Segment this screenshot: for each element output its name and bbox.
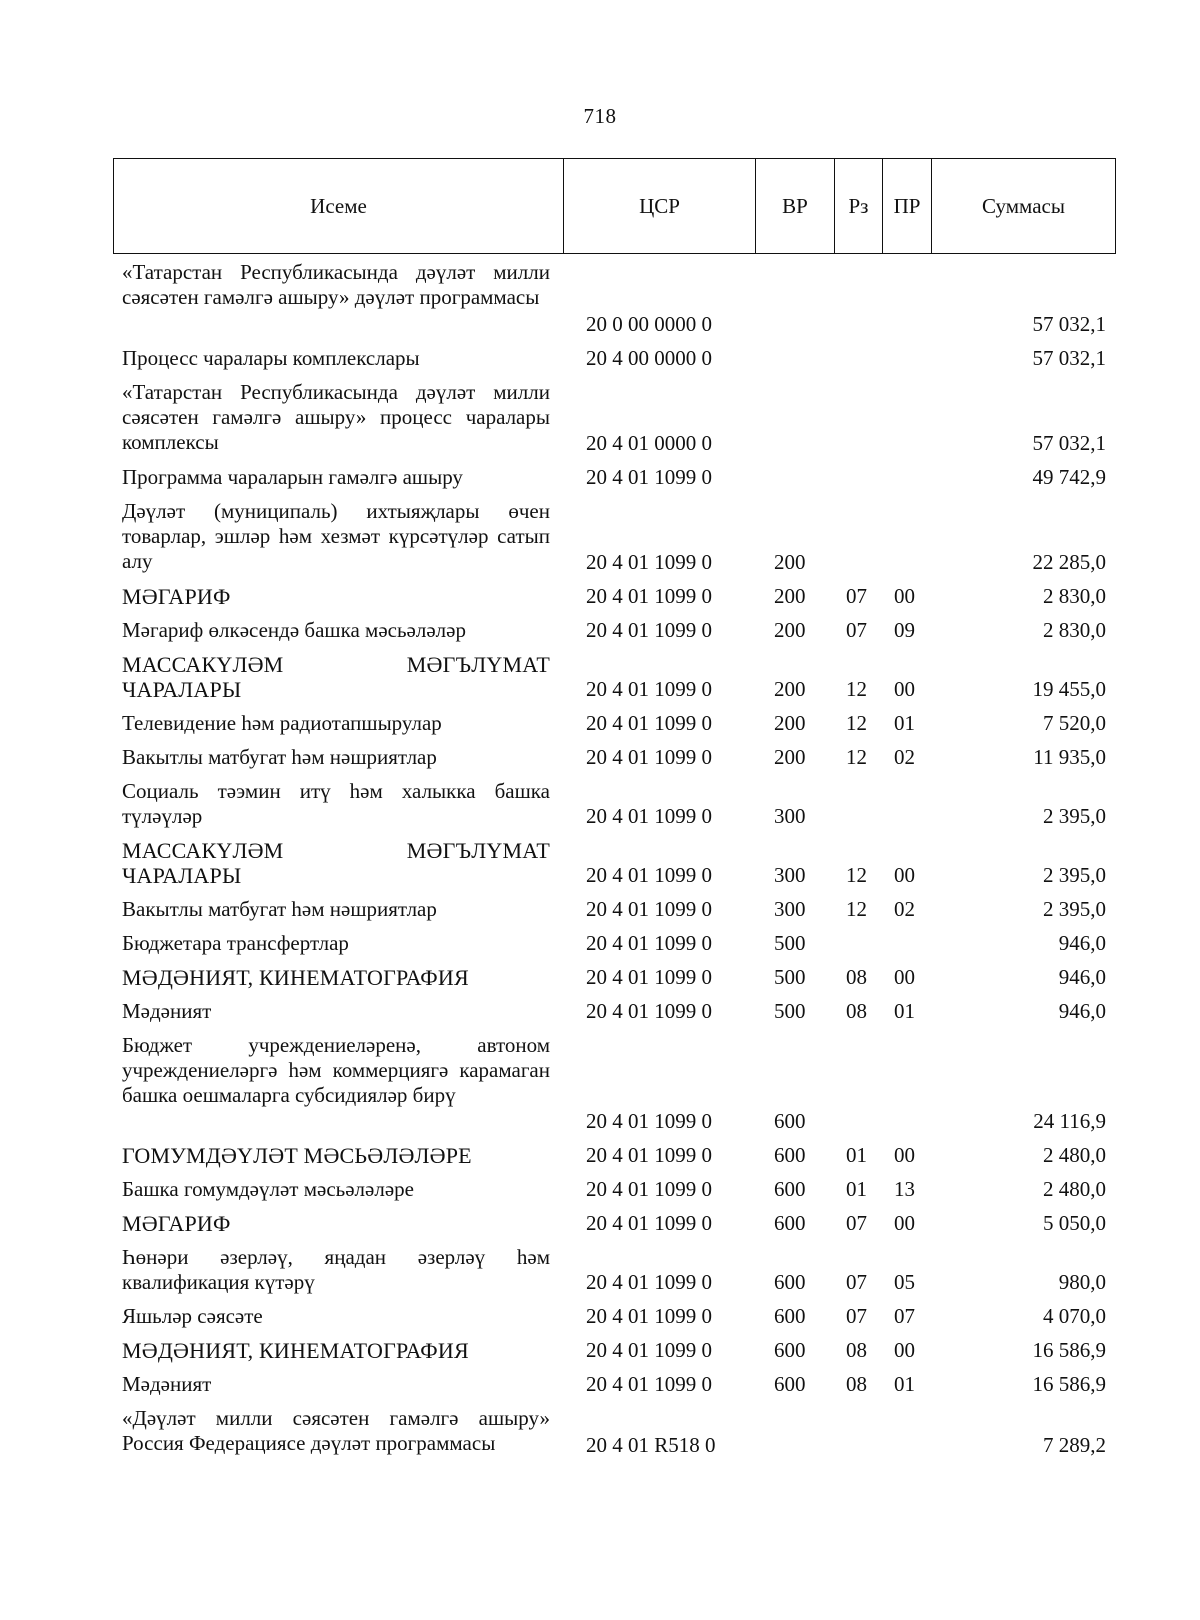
row-sum: 16 586,9 [1032,1372,1106,1396]
row-rz: 08 [846,965,867,989]
row-sum: 2 480,0 [1043,1143,1106,1167]
row-vr: 600 [774,1211,806,1235]
row-name: Һөнәри әзерләү, яңадан әзерләү һәм квалификация күтәрү [122,1245,550,1294]
row-name: Мәдәният [122,999,212,1023]
row-vr: 300 [774,804,806,828]
row-sum: 5 050,0 [1043,1211,1106,1235]
table-row [0,459,1200,493]
table-row [0,773,1200,832]
row-name: «Татарстан Республикасында дәүләт милли сәясәтен гамәлгә ашыру» процесс чаралары комплексы [122,380,550,454]
row-vr: 500 [774,965,806,989]
header-sum: Суммасы [982,193,1065,218]
row-csr: 20 4 01 1099 0 [586,804,712,828]
table-row [0,1239,1200,1298]
row-pr: 01 [894,999,915,1023]
row-pr: 02 [894,897,915,921]
row-rz: 01 [846,1177,867,1201]
row-name: ГОМУМДӘҮЛӘТ МӘСЬӘЛӘЛӘРЕ [122,1143,472,1168]
table-row [0,340,1200,374]
row-rz: 12 [846,863,867,887]
row-pr: 00 [894,965,915,989]
row-csr: 20 4 01 1099 0 [586,1338,712,1362]
row-csr: 20 4 01 1099 0 [586,550,712,574]
table-row [0,1298,1200,1332]
row-sum: 2 480,0 [1043,1177,1106,1201]
row-vr: 300 [774,897,806,921]
table-row [0,1137,1200,1171]
table-row [0,1366,1200,1400]
row-csr: 20 4 01 1099 0 [586,584,712,608]
row-pr: 00 [894,863,915,887]
row-sum: 24 116,9 [1033,1109,1106,1133]
table-row [0,374,1200,459]
row-pr: 02 [894,745,915,769]
row-name: Бюджетара трансфертлар [122,931,349,955]
row-name: Телевидение һәм радиотапшырулар [122,711,442,735]
row-name: Программа чараларын гамәлгә ашыру [122,465,463,489]
row-csr: 20 4 01 1099 0 [586,897,712,921]
row-sum: 2 395,0 [1043,863,1106,887]
row-name: МӘДӘНИЯТ, КИНЕМАТОГРАФИЯ [122,1338,469,1363]
row-sum: 980,0 [1058,1270,1106,1294]
row-csr: 20 4 01 1099 0 [586,677,712,701]
row-csr: 20 4 01 1099 0 [586,931,712,955]
row-pr: 00 [894,677,915,701]
row-csr: 20 4 01 R518 0 [586,1433,716,1457]
row-csr: 20 4 01 1099 0 [586,1372,712,1396]
row-vr: 500 [774,999,806,1023]
row-vr: 500 [774,931,806,955]
table-row [0,578,1200,612]
row-vr: 300 [774,863,806,887]
row-csr: 20 4 01 1099 0 [586,1143,712,1167]
header-vr: ВР [756,159,835,253]
row-vr: 200 [774,711,806,735]
row-rz: 07 [846,618,867,642]
row-pr: 07 [894,1304,915,1328]
row-csr: 20 4 01 1099 0 [586,1211,712,1235]
row-vr: 200 [774,584,806,608]
page-number: 718 [583,104,617,128]
row-name: Мәгариф өлкәсендә башка мәсьәләләр [122,618,466,642]
row-name: Социаль тәэмин итү һәм халыкка башка түләүләр [122,779,550,828]
row-rz: 12 [846,897,867,921]
row-vr: 600 [774,1143,806,1167]
table-row [0,646,1200,705]
row-vr: 200 [774,550,806,574]
row-name: Бюджет учреждениеләренә, автоном учреждениеләргә һәм коммерциягә карамаган башка оешмаларга субсидияләр бирү [122,1033,550,1107]
row-csr: 20 4 01 1099 0 [586,999,712,1023]
row-pr: 00 [894,1211,915,1235]
row-rz: 01 [846,1143,867,1167]
row-sum: 49 742,9 [1032,465,1106,489]
row-sum: 19 455,0 [1032,677,1106,701]
row-vr: 600 [774,1372,806,1396]
row-sum: 57 032,1 [1032,346,1106,370]
row-sum: 2 830,0 [1043,584,1106,608]
table-row [0,1027,1200,1137]
row-vr: 200 [774,677,806,701]
row-sum: 57 032,1 [1032,312,1106,336]
table-body [0,254,1200,1461]
row-sum: 11 935,0 [1033,745,1106,769]
row-rz: 08 [846,1338,867,1362]
row-rz: 08 [846,999,867,1023]
row-pr: 01 [894,711,915,735]
row-name: Мәдәният [122,1372,212,1396]
header-rz: Рз [835,159,883,253]
row-csr: 20 4 01 1099 0 [586,1177,712,1201]
table-row [0,959,1200,993]
row-name: МӘДӘНИЯТ, КИНЕМАТОГРАФИЯ [122,965,469,990]
table-row [0,993,1200,1027]
row-sum: 2 830,0 [1043,618,1106,642]
row-sum: 946,0 [1058,931,1106,955]
row-vr: 600 [774,1109,806,1133]
table-header [113,158,1116,254]
row-csr: 20 4 01 1099 0 [586,465,712,489]
row-sum: 2 395,0 [1043,897,1106,921]
row-name: Вакытлы матбугат һәм нәшриятлар [122,745,437,769]
row-csr: 20 4 01 1099 0 [586,863,712,887]
table-row [0,1400,1200,1461]
row-vr: 600 [774,1177,806,1201]
table-row [0,832,1200,891]
row-pr: 05 [894,1270,915,1294]
header-name: Исеме [114,159,564,253]
row-name: Яшьләр сәясәте [122,1304,263,1328]
row-name: Вакытлы матбугат һәм нәшриятлар [122,897,437,921]
row-pr: 01 [894,1372,915,1396]
row-csr: 20 4 01 1099 0 [586,711,712,735]
row-pr: 00 [894,1143,915,1167]
row-sum: 16 586,9 [1032,1338,1106,1362]
row-vr: 600 [774,1304,806,1328]
row-pr: 00 [894,584,915,608]
row-rz: 12 [846,745,867,769]
table-row [0,925,1200,959]
row-sum: 4 070,0 [1043,1304,1106,1328]
row-name: МӘГАРИФ [122,1211,231,1236]
row-sum: 946,0 [1058,965,1106,989]
table-row [0,493,1200,578]
row-name: МӘГАРИФ [122,584,231,609]
table-row [0,612,1200,646]
row-rz: 12 [846,711,867,735]
row-name: МАССАКҮЛӘМ МӘГЪЛҮМАТ ЧАРАЛАРЫ [122,838,550,888]
header-csr: ЦСР [564,159,756,253]
table-row [0,739,1200,773]
row-sum: 946,0 [1058,999,1106,1023]
row-sum: 22 285,0 [1032,550,1106,574]
row-sum: 7 289,2 [1043,1433,1106,1457]
header-pr: ПР [883,159,932,253]
row-sum: 7 520,0 [1043,711,1106,735]
row-rz: 08 [846,1372,867,1396]
row-csr: 20 4 00 0000 0 [586,346,712,370]
row-csr: 20 4 01 1099 0 [586,745,712,769]
row-pr: 00 [894,1338,915,1362]
row-csr: 20 4 01 1099 0 [586,1109,712,1133]
row-pr: 09 [894,618,915,642]
row-vr: 200 [774,618,806,642]
row-sum: 57 032,1 [1032,431,1106,455]
table-row [0,1332,1200,1366]
row-rz: 07 [846,1270,867,1294]
row-name: «Татарстан Республикасында дәүләт милли сәясәтен гамәлгә ашыру» дәүләт программасы [122,260,550,309]
table-row [0,1205,1200,1239]
row-rz: 07 [846,1211,867,1235]
table-row [0,705,1200,739]
row-csr: 20 4 01 0000 0 [586,431,712,455]
row-vr: 200 [774,745,806,769]
row-vr: 600 [774,1338,806,1362]
row-name: Дәүләт (муниципаль) ихтыяҗлары өчен товарлар, эшләр һәм хезмәт күрсәтүләр сатып алу [122,499,550,573]
row-rz: 07 [846,584,867,608]
row-csr: 20 4 01 1099 0 [586,1270,712,1294]
row-csr: 20 4 01 1099 0 [586,618,712,642]
row-csr: 20 4 01 1099 0 [586,1304,712,1328]
row-name: Башка гомумдәүләт мәсьәләләре [122,1177,414,1201]
table-row [0,891,1200,925]
row-rz: 12 [846,677,867,701]
row-rz: 07 [846,1304,867,1328]
row-csr: 20 4 01 1099 0 [586,965,712,989]
row-vr: 600 [774,1270,806,1294]
row-name: Процесс чаралары комплекслары [122,346,420,370]
table-row [0,1171,1200,1205]
row-sum: 2 395,0 [1043,804,1106,828]
row-csr: 20 0 00 0000 0 [586,312,712,336]
row-pr: 13 [894,1177,915,1201]
row-name: МАССАКҮЛӘМ МӘГЪЛҮМАТ ЧАРАЛАРЫ [122,652,550,702]
table-row [0,254,1200,340]
row-name: «Дәүләт милли сәясәтен гамәлгә ашыру» Россия Федерациясе дәүләт программасы [122,1406,550,1455]
